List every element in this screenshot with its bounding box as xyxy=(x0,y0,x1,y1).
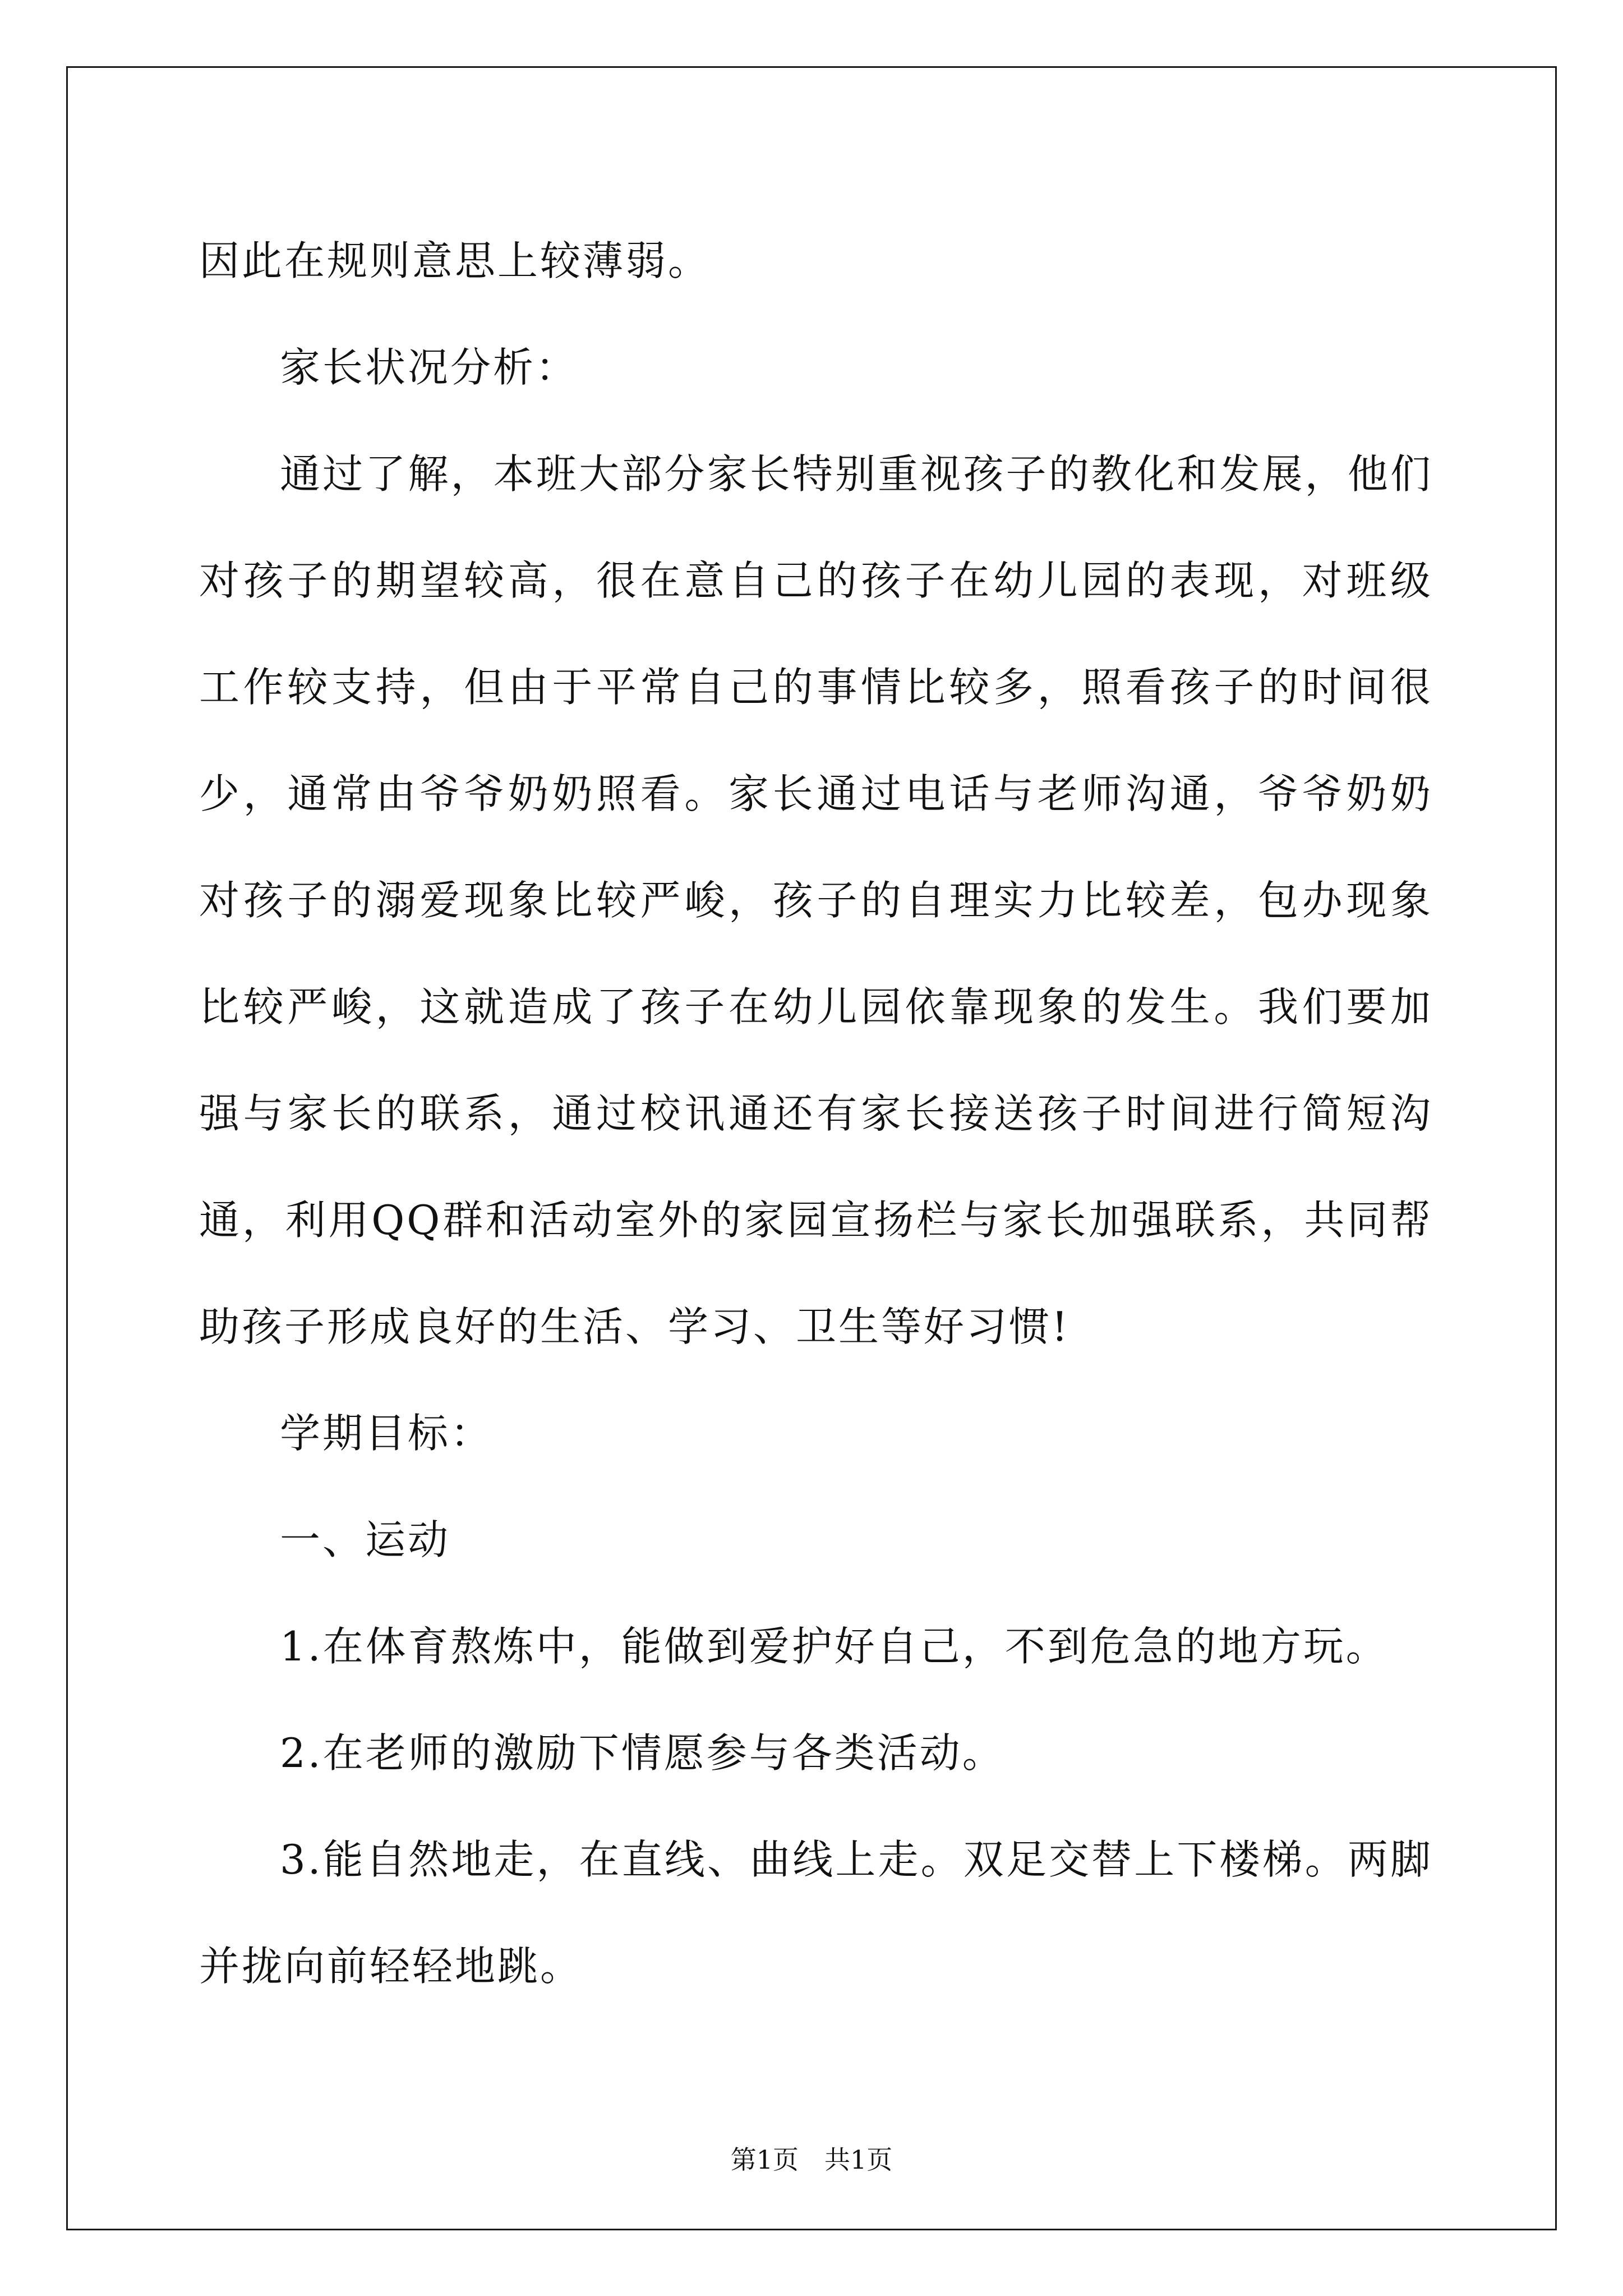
goal-item-3: 3.能自然地走，在直线、曲线上走。双足交替上下楼梯。两脚并拢向前轻轻地跳。 xyxy=(199,1836,1433,1990)
paragraph-parent-analysis: 通过了解，本班大部分家长特别重视孩子的教化和发展，他们对孩子的期望较高，很在意自己的孩子在幼儿园的表现，对班级工作较支持，但由于平常自己的事情比较多，照看孩子的时间很少，通常由爷爷奶奶照看。家长通过电话与老师沟通，爷爷奶奶对孩子的溺爱现象比较严峻，孩子的自理实力比较差，包办现象比较严峻，这就造成了孩子在幼儿园依靠现象的发生。我们要加强与家长的联系，通过校讯通还有家长接送孩子时间进行简短沟通，利用QQ群和活动室外的家园宣扬栏与家长加强联系，共同帮助孩子形成良好的生活、学习、卫生等好习惯! xyxy=(199,450,1433,1350)
heading-parent-analysis: 家长状况分析： xyxy=(280,344,579,391)
heading-semester-goals: 学期目标： xyxy=(280,1410,494,1457)
paragraph-rule-awareness: 因此在规则意思上较薄弱。 xyxy=(199,237,711,284)
page-number-footer: 第1页 共1页 xyxy=(730,2145,893,2175)
goal-item-1: 1.在体育熬炼中，能做到爱护好自己，不到危急的地方玩。 xyxy=(280,1623,1389,1670)
heading-exercise: 一、运动 xyxy=(280,1516,451,1563)
document-body xyxy=(199,208,1433,2019)
goal-item-2: 2.在老师的激励下情愿参与各类活动。 xyxy=(280,1729,1005,1777)
